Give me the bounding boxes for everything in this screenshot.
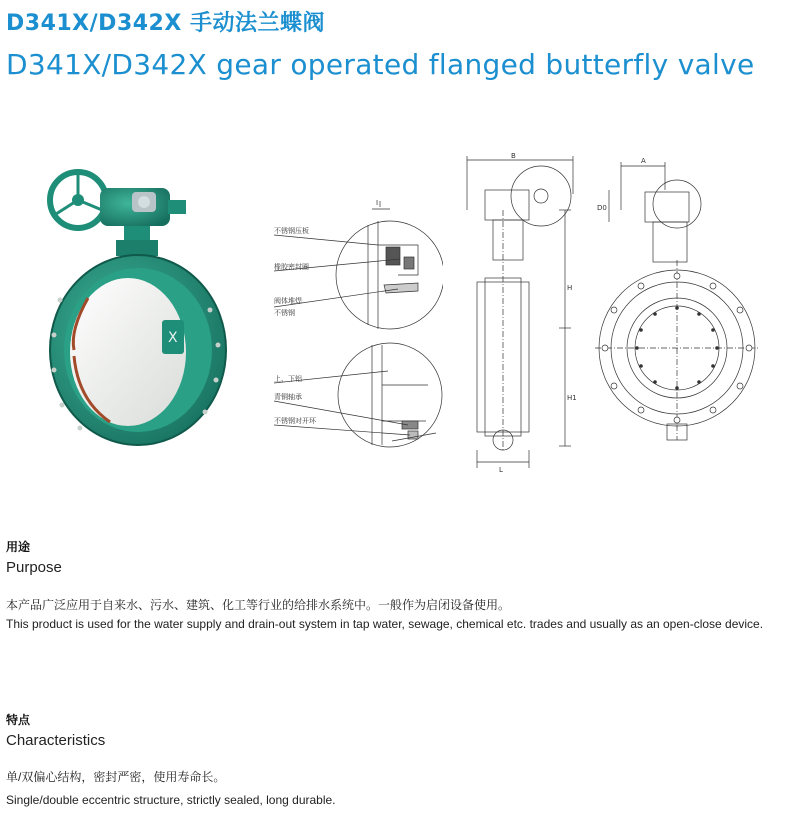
purpose-text-cn: 本产品广泛应用于自来水、污水、建筑、化工等行业的给排水系统中。一般作为启闭设备使用。 [6, 598, 511, 612]
front-view-drawing [595, 150, 765, 465]
label-stainless-press-plate: 不锈钢压板 [274, 227, 309, 235]
label-rubber-seal-ring: 橡胶密封圈 [274, 263, 309, 271]
characteristics-text-en: Single/double eccentric structure, strictly sealed, long durable. [6, 793, 336, 807]
section-mark: I [376, 199, 379, 207]
page-title-en: D341X/D342X gear operated flanged butterfly valve [6, 48, 755, 81]
dim-a: A [641, 157, 646, 165]
dim-h1: H1 [567, 394, 577, 402]
label-upper-lower-shaft: 上、下铝 [274, 375, 302, 383]
valve-product-photo [40, 160, 230, 450]
label-stainless-split-ring: 不锈钢对开环 [274, 417, 316, 425]
purpose-heading-en: Purpose [6, 559, 62, 576]
purpose-heading-cn: 用途 [6, 540, 31, 554]
dim-h: H [567, 284, 573, 292]
label-bronze-bearing: 青铜轴承 [274, 393, 302, 401]
label-stainless-steel: 不锈钢 [274, 309, 295, 317]
dim-d0: D0 [597, 204, 607, 212]
purpose-text-en: This product is used for the water supply and drain-out system in tap water, sewage, chemical etc. trades and usually as an open-close device. [6, 617, 764, 631]
seal-detail-drawing [268, 195, 443, 450]
page-title-cn: D341X/D342X 手动法兰蝶阀 [6, 11, 325, 36]
characteristics-heading-cn: 特点 [6, 713, 31, 727]
dim-l: L [499, 466, 503, 474]
characteristics-heading-en: Characteristics [6, 732, 106, 749]
side-view-drawing [455, 150, 585, 475]
dim-b: B [511, 152, 516, 160]
characteristics-text-cn: 单/双偏心结构，密封严密，使用寿命长。 [6, 770, 226, 784]
label-body-overlay-weld: 阀体堆焊 [274, 297, 302, 305]
svg-text:X: X [168, 330, 178, 346]
